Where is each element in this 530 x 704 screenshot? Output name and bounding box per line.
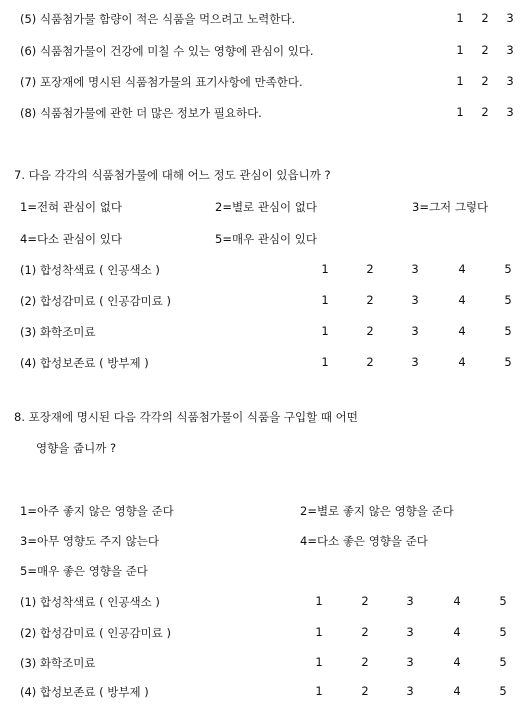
q7-title: 7. 다음 각각의 식품첨가물에 대해 어느 정도 관심이 있읍니까 ?: [14, 168, 331, 182]
item-5-option-3[interactable]: 3: [506, 11, 514, 25]
q8-item-2-option-4[interactable]: 4: [453, 625, 461, 639]
q7-item-2-text: (2) 합성감미료 ( 인공감미료 ): [20, 294, 171, 308]
item-6-option-3[interactable]: 3: [506, 43, 514, 57]
q8-item-4-option-3[interactable]: 3: [406, 684, 414, 698]
q7-legend-4: 4=다소 관심이 있다: [20, 232, 123, 246]
q7-item-4-option-5[interactable]: 5: [504, 355, 512, 369]
q7-legend-1: 1=전혀 관심이 없다: [20, 200, 123, 214]
q7-item-1-option-3[interactable]: 3: [411, 262, 419, 276]
q8-item-1-option-3[interactable]: 3: [406, 594, 414, 608]
q8-item-3-option-2[interactable]: 2: [361, 655, 369, 669]
q7-item-2-option-2[interactable]: 2: [366, 293, 374, 307]
q8-item-3-option-1[interactable]: 1: [315, 655, 323, 669]
q7-item-3-option-3[interactable]: 3: [411, 324, 419, 338]
q7-item-3-option-1[interactable]: 1: [321, 324, 329, 338]
q7-item-4-option-2[interactable]: 2: [366, 355, 374, 369]
q7-item-1-option-2[interactable]: 2: [366, 262, 374, 276]
q7-legend-2: 2=별로 관심이 없다: [215, 200, 318, 214]
item-6-option-2[interactable]: 2: [481, 43, 489, 57]
q8-item-3-option-4[interactable]: 4: [453, 655, 461, 669]
q8-legend-3: 3=아무 영향도 주지 않는다: [20, 534, 160, 548]
q8-item-3-option-3[interactable]: 3: [406, 655, 414, 669]
q7-legend-3: 3=그저 그렇다: [412, 200, 489, 214]
q8-title-line-2: 영향을 줍니까 ?: [36, 441, 117, 455]
q7-item-3-text: (3) 화학조미료: [20, 325, 96, 339]
q8-item-3-text: (3) 화학조미료: [20, 656, 96, 670]
q7-item-4-text: (4) 합성보존료 ( 방부제 ): [20, 356, 149, 370]
item-7-option-1[interactable]: 1: [456, 74, 464, 88]
q8-item-2-option-2[interactable]: 2: [361, 625, 369, 639]
q7-item-1-option-1[interactable]: 1: [321, 262, 329, 276]
q8-item-1-text: (1) 합성착색료 ( 인공색소 ): [20, 595, 160, 609]
q8-legend-4: 4=다소 좋은 영향을 준다: [300, 534, 428, 548]
item-6-text: (6) 식품첨가물이 건강에 미칠 수 있는 영향에 관심이 있다.: [20, 44, 314, 58]
item-7-option-3[interactable]: 3: [506, 74, 514, 88]
q7-item-2-option-1[interactable]: 1: [321, 293, 329, 307]
q8-item-4-option-1[interactable]: 1: [315, 684, 323, 698]
item-8-option-1[interactable]: 1: [456, 105, 464, 119]
q7-item-4-option-1[interactable]: 1: [321, 355, 329, 369]
item-8-option-3[interactable]: 3: [506, 105, 514, 119]
q8-item-1-option-4[interactable]: 4: [453, 594, 461, 608]
item-5-text: (5) 식품첨가물 함량이 적은 식품을 먹으려고 노력한다.: [20, 12, 296, 26]
q8-item-2-option-1[interactable]: 1: [315, 625, 323, 639]
item-7-option-2[interactable]: 2: [481, 74, 489, 88]
q8-item-2-option-3[interactable]: 3: [406, 625, 414, 639]
q7-item-1-text: (1) 합성착색료 ( 인공색소 ): [20, 263, 160, 277]
item-5-option-1[interactable]: 1: [456, 11, 464, 25]
item-6-option-1[interactable]: 1: [456, 43, 464, 57]
q8-item-4-option-2[interactable]: 2: [361, 684, 369, 698]
q7-item-3-option-2[interactable]: 2: [366, 324, 374, 338]
q8-title-line-1: 8. 포장재에 명시된 다음 각각의 식품첨가물이 식품을 구입할 때 어떤: [14, 410, 358, 424]
q8-item-2-text: (2) 합성감미료 ( 인공감미료 ): [20, 626, 171, 640]
q8-item-1-option-1[interactable]: 1: [315, 594, 323, 608]
q8-item-1-option-2[interactable]: 2: [361, 594, 369, 608]
q8-item-4-text: (4) 합성보존료 ( 방부제 ): [20, 685, 149, 699]
q8-item-3-option-5[interactable]: 5: [499, 655, 507, 669]
q7-item-3-option-5[interactable]: 5: [504, 324, 512, 338]
q8-legend-2: 2=별로 좋지 않은 영향을 준다: [300, 504, 454, 518]
q7-item-2-option-4[interactable]: 4: [458, 293, 466, 307]
q7-item-4-option-4[interactable]: 4: [458, 355, 466, 369]
q7-item-2-option-5[interactable]: 5: [504, 293, 512, 307]
q7-item-3-option-4[interactable]: 4: [458, 324, 466, 338]
q8-legend-1: 1=아주 좋지 않은 영향을 준다: [20, 504, 174, 518]
item-7-text: (7) 포장재에 명시된 식품첨가물의 표기사항에 만족한다.: [20, 75, 303, 89]
q8-item-4-option-5[interactable]: 5: [499, 684, 507, 698]
q7-legend-5: 5=매우 관심이 있다: [215, 232, 318, 246]
q7-item-4-option-3[interactable]: 3: [411, 355, 419, 369]
q8-item-4-option-4[interactable]: 4: [453, 684, 461, 698]
q7-item-1-option-4[interactable]: 4: [458, 262, 466, 276]
q8-item-1-option-5[interactable]: 5: [499, 594, 507, 608]
item-5-option-2[interactable]: 2: [481, 11, 489, 25]
q8-legend-5: 5=매우 좋은 영향을 준다: [20, 564, 148, 578]
item-8-text: (8) 식품첨가물에 관한 더 많은 정보가 필요하다.: [20, 106, 262, 120]
q7-item-1-option-5[interactable]: 5: [504, 262, 512, 276]
q8-item-2-option-5[interactable]: 5: [499, 625, 507, 639]
q7-item-2-option-3[interactable]: 3: [411, 293, 419, 307]
item-8-option-2[interactable]: 2: [481, 105, 489, 119]
